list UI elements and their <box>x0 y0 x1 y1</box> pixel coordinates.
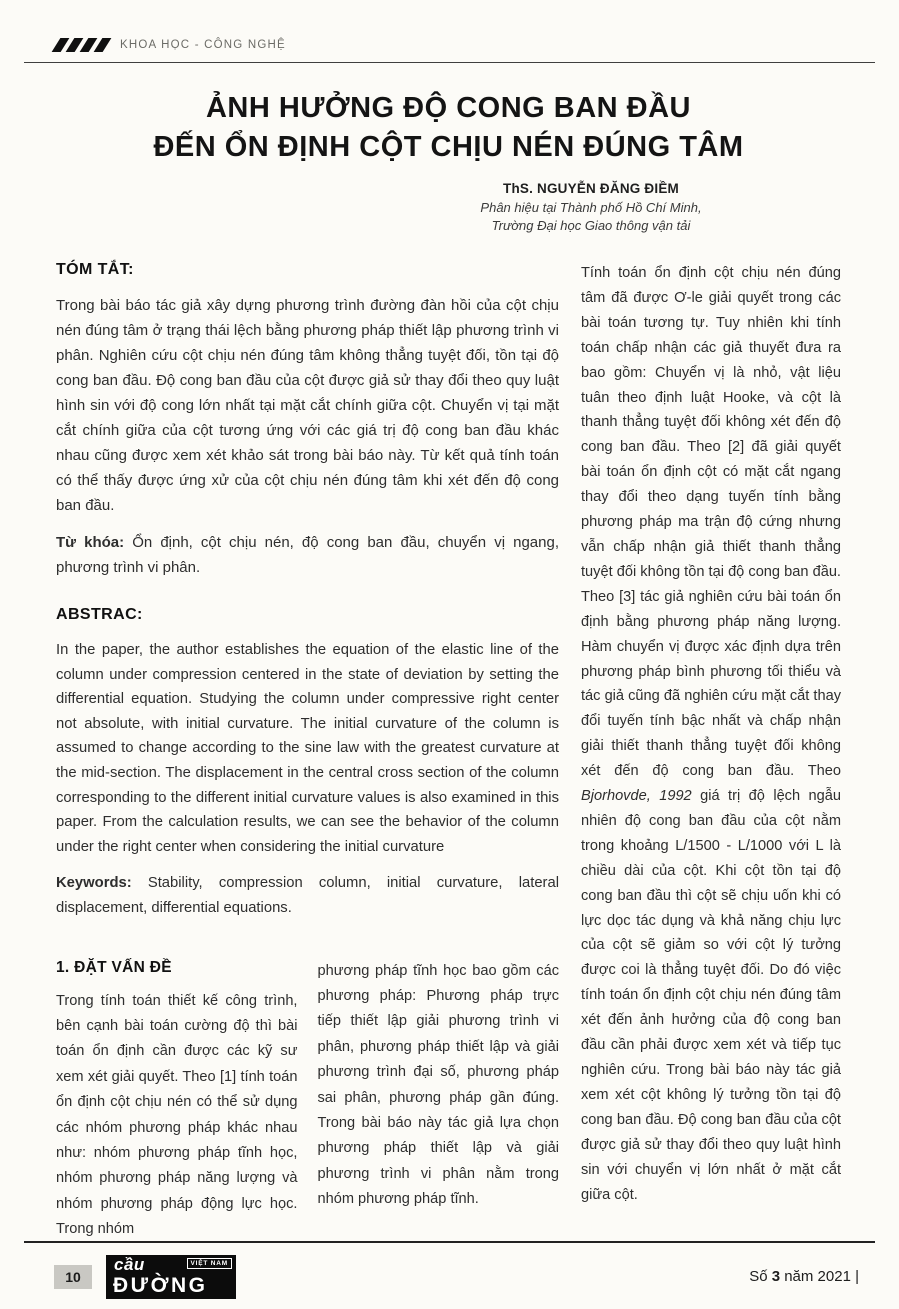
issue-prefix: Số <box>749 1268 772 1285</box>
section1-middle-column <box>318 959 560 1243</box>
abstract-en-body: In the paper, the author establishes the equation of the elastic line of the column under compression centered in the state of deviation by setting the differential equation. Studying the column under compressive right center not absolute, with initial curvature. The initial curvature of the column is assumed to change according to the sine law with the greatest curvature at the mid-section. The displacement in the central cross section of the column corresponding to the different initial curvature values is also examined in this paper. From the calculation results, we can see the behavior of the column under the right center when considering the initial curvature <box>56 642 559 855</box>
keywords-en <box>56 871 559 920</box>
article-body <box>56 261 841 1243</box>
citation-bjorhovde: Bjorhovde, 1992 <box>581 788 692 805</box>
issue-info <box>749 1268 859 1285</box>
logo-script-text: cầu <box>114 1254 145 1274</box>
page-number: 10 <box>54 1265 92 1289</box>
issue-suffix: năm 2021 | <box>780 1268 859 1285</box>
abstract-vi-body: Trong bài báo tác giả xây dựng phương trình đường đàn hồi của cột chịu nén đúng tâm ở trạng thái lệch bằng phương pháp thiết lập phương trình vi phân. Nghiên cứu cột chịu nén đúng tâm không thẳng tuyệt đối, tồn tại độ cong ban đầu. Độ cong ban đầu của cột được giả sử thay đổi theo quy luật hình sin với độ cong lớn nhất tại mặt cắt chính giữa cột. Chuyển vị tại mặt cắt chính giữa của cột tương ứng với các giá trị độ cong ban đầu khác nhau cũng được xem xét khảo sát trong bài báo này. Từ kết quả tính toán có thể thấy được ứng xử của cột chịu nén đúng tâm khi xét đến độ cong ban đầu. <box>56 297 559 514</box>
left-column-area <box>56 261 559 1243</box>
author-block <box>426 181 756 235</box>
article-title-line1: ẢNH HƯỞNG ĐỘ CONG BAN ĐẦU <box>205 92 691 124</box>
section1-left-column <box>56 959 298 1243</box>
keywords-vi <box>56 530 559 580</box>
author-affiliation <box>426 199 756 235</box>
keywords-vi-label: Từ khóa: <box>56 534 125 551</box>
section-category-label: KHOA HỌC - CÔNG NGHỆ <box>120 39 286 51</box>
article-title-line2: ĐẾN ỔN ĐỊNH CỘT CHỊU NÉN ĐÚNG TÂM <box>153 131 744 163</box>
keywords-en-label: Keywords: <box>56 875 132 892</box>
abstract-vi-heading: TÓM TẮT: <box>56 261 134 278</box>
abstract-english <box>56 606 559 921</box>
page-header <box>24 38 875 63</box>
keywords-vi-text: Ổn định, cột chịu nén, độ cong ban đầu, chuyển vị ngang, phương trình vi phân. <box>56 534 559 576</box>
affiliation-line1: Phân hiệu tại Thành phố Hồ Chí Minh, <box>480 200 702 215</box>
section1-middle-text: phương pháp tĩnh học bao gồm các phương pháp: Phương pháp trực tiếp thiết lập giải phương trình vi phân, phương pháp thiết lập và giải phương trình đại số, phương pháp sai phân, phương pháp gần đúng. Trong bài báo này tác giả lựa chọn phương pháp thiết lập và giải phương trình vi phân nằm trong nhóm phương pháp tĩnh. <box>317 962 559 1208</box>
diagonal-stripes-icon <box>56 38 107 52</box>
keywords-en-text: Stability, compression column, initial curvature, lateral displacement, differential equations. <box>56 875 559 916</box>
author-name: ThS. NGUYỄN ĐĂNG ĐIỀM <box>503 181 679 196</box>
abstract-vietnamese <box>56 261 559 580</box>
page-footer <box>24 1241 875 1299</box>
affiliation-line2: Trường Đại học Giao thông vận tải <box>491 218 691 233</box>
section1-heading: 1. ĐẶT VẤN ĐỀ <box>56 958 172 976</box>
section1-columns <box>56 959 559 1243</box>
issue-number: 3 <box>771 1268 781 1285</box>
abstract-en-heading: ABSTRAC: <box>56 606 143 623</box>
right-column-text <box>581 261 841 1207</box>
article-title <box>56 89 841 167</box>
logo-main-text: ĐƯỜNG <box>113 1273 208 1297</box>
right-text-part1: Tính toán ổn định cột chịu nén đúng tâm đã được Ơ-le giải quyết trong các bài toán tương tự. Tuy nhiên khi tính toán chấp nhận các giả thuyết đưa ra bao gồm: Chuyển vị là nhỏ, vật liệu tuân theo định luật Hooke, và cột là thanh thẳng tuyệt đối không xét đến độ cong ban đầu. Theo [2] đã giải quyết bài toán ổn định cột có mặt cắt ngang thay đổi theo dạng tuyến tính bằng phương pháp ma trận độ cứng nhưng vẫn chấp nhận giả thiết thanh thẳng tuyệt đối không tồn tại độ cong ban đầu. Theo [3] tác giả nghiên cứu bài toán ổn định bằng phương pháp năng lượng. Hàm chuyển vị được xác định dựa trên phương pháp bình phương tối thiểu và tác giả cũng đã nghiên cứu mặt cắt thay đổi tuyến tính bậc nhất và chấp nhận giải thiết thanh thẳng tuyệt đối không xét đến độ cong ban đầu. Theo <box>581 265 841 780</box>
logo-country-badge: VIỆT NAM <box>187 1258 232 1269</box>
right-column <box>581 261 841 1243</box>
section1-left-text: Trong tính toán thiết kế công trình, bên cạnh bài toán cường độ thì bài toán ổn định cần được các kỹ sư xem xét giải quyết. Theo [1] tính toán ổn định cột chịu nén có thể sử dụng các nhóm phương pháp khác nhau như: nhóm phương pháp tĩnh học, nhóm phương pháp năng lượng và nhóm phương pháp động lực học. Trong nhóm <box>56 992 298 1238</box>
right-text-part2: giá trị độ lệch ngẫu nhiên độ cong ban đầu của cột nằm trong khoảng L/1500 - L/1000 với L là chiều dài của cột. Khi cột tồn tại độ cong ban đầu thì cột sẽ chịu uốn khi có lực dọc tác dụng và khả năng chịu lực của cột sẽ giảm so với cột lý tưởng được coi là thẳng tuyệt đối. Do đó việc tính toán ổn định cột chịu nén đúng tâm xét đến ảnh hưởng của độ cong ban đầu cần phải được xem xét và tiếp tục nghiên cứu. Trong bài báo này tác giả xem xét cột không lý tưởng tồn tại độ cong ban đầu. Độ cong ban đầu của cột được giả sử thay đổi theo quy luật hình sin với chuyển vị lớn nhất ở mặt cắt giữa cột. <box>581 788 842 1203</box>
journal-logo <box>106 1255 236 1299</box>
